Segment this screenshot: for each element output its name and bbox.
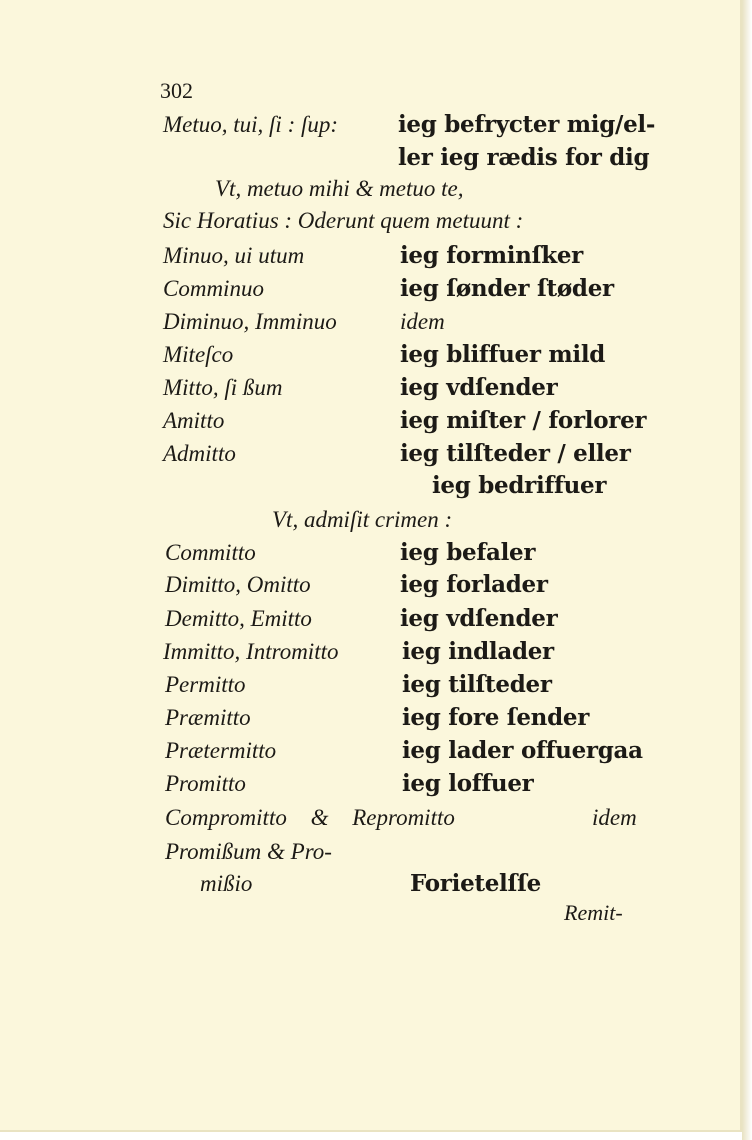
danish-gloss: ieg forlader [400, 571, 548, 598]
danish-gloss: ieg vdſender [400, 605, 558, 632]
latin-term: Committo [165, 540, 256, 565]
danish-gloss: ieg befaler [400, 539, 536, 566]
latin-term: Miteſco [163, 342, 234, 367]
example-line: Vt, metuo mihi & metuo te, [215, 176, 464, 201]
danish-gloss: ieg befrycter mig/el- [398, 111, 656, 138]
page-number: 302 [160, 78, 193, 103]
latin-term: Comminuo [163, 276, 264, 301]
danish-gloss: ieg bedriffuer [432, 472, 607, 499]
danish-gloss: idem [400, 309, 445, 334]
latin-term: Diminuo, Imminuo [163, 309, 337, 334]
latin-term: Metuo, tui, ſi : ſup: [163, 112, 339, 137]
latin-term: Compromitto & Repromitto [165, 805, 455, 830]
danish-gloss: ieg bliffuer mild [400, 341, 606, 368]
latin-term: Permitto [165, 672, 246, 697]
latin-term: Demitto, Emitto [165, 606, 312, 631]
danish-gloss: idem [592, 805, 637, 830]
danish-gloss: ieg miſter / forlorer [400, 407, 647, 434]
danish-gloss: ieg tilſteder / eller [400, 440, 631, 467]
danish-gloss: ieg ſønder ſtøder [400, 275, 614, 302]
latin-term: Admitto [163, 441, 236, 466]
danish-gloss: ieg indlader [402, 638, 554, 665]
danish-gloss: ieg loffuer [402, 770, 534, 797]
danish-gloss: ieg vdſender [400, 374, 558, 401]
danish-gloss: ieg fore ſender [402, 704, 590, 731]
page-edge [742, 0, 752, 1140]
danish-gloss: ieg tilſteder [402, 671, 552, 698]
danish-gloss: ieg forminſker [400, 242, 583, 269]
latin-term: Amitto [163, 408, 225, 433]
catchword: Remit- [564, 900, 623, 925]
danish-gloss: Forietelſſe [410, 870, 542, 897]
latin-term: Prætermitto [165, 738, 277, 763]
example-line: Sic Horatius : Oderunt quem metuunt : [163, 208, 524, 233]
example-line: Vt, admiſit crimen : [272, 507, 453, 532]
latin-term: Promißum & Pro- [165, 839, 332, 864]
danish-gloss: ieg lader offuergaa [402, 737, 643, 764]
danish-gloss: ler ieg rædis for dig [398, 144, 650, 171]
latin-term: Promitto [165, 771, 246, 796]
latin-term: Præmitto [165, 705, 251, 730]
latin-term: Mitto, ſi ßum [163, 375, 283, 400]
latin-term: Immitto, Intromitto [163, 639, 339, 664]
latin-term: mißio [200, 871, 253, 896]
latin-term: Minuo, ui utum [163, 243, 305, 268]
latin-term: Dimitto, Omitto [165, 572, 311, 597]
